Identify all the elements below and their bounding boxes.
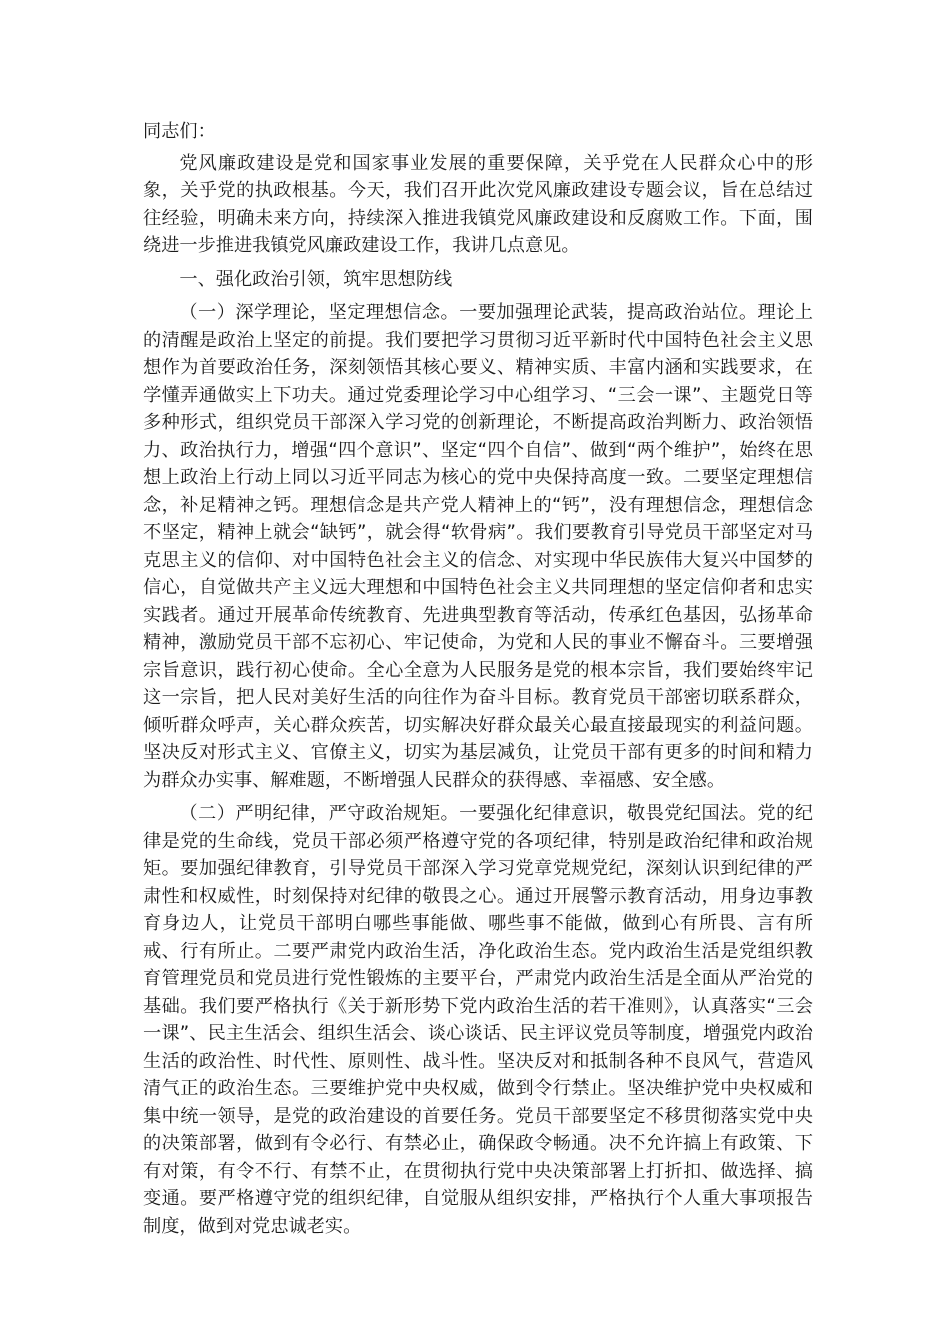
document-page — [143, 118, 813, 1246]
section-heading: 一、强化政治引领，筑牢思想防线 — [179, 268, 453, 290]
body-paragraph: （一）深学理论，坚定理想信念。一要加强理论武装，提高政治站位。理论上的清醒是政治上坚定的前提。我们要把学习贯彻习近平新时代中国特色社会主义思想作为首要政治任务，深刻领悟其核心要义、精神实质、丰富内涵和实践要求，在学懂弄通做实上下功夫。通过党委理论学习中心组学习、“三会一课”、主题党日等多种形式，组织党员干部深入学习党的创新理论，不断提高政治判断力、政治领悟力、政治执行力，增强“四个意识”、坚定“四个自信”、做到“两个维护”，始终在思想上政治上行动上同以习近平同志为核心的党中央保持高度一致。二要坚定理想信念，补足精神之钙。理想信念是共产党人精神上的“钙”，没有理想信念，理想信念不坚定，精神上就会“缺钙”，就会得“软骨病”。我们要教育引导党员干部坚定对马克思主义的信仰、对中国特色社会主义的信念、对实现中华民族伟大复兴中国梦的信心，自觉做共产主义远大理想和中国特色社会主义共同理想的坚定信仰者和忠实实践者。通过开展革命传统教育、先进典型教育等活动，传承红色基因，弘扬革命精神，激励党员干部不忘初心、牢记使命，为党和人民的事业不懈奋斗。三要增强宗旨意识，践行初心使命。全心全意为人民服务是党的根本宗旨，我们要始终牢记这一宗旨，把人民对美好生活的向往作为奋斗目标。教育党员干部密切联系群众，倾听群众呼声，关心群众疾苦，切实解决好群众最关心最直接最现实的利益问题。坚决反对形式主义、官僚主义，切实为基层减负，让党员干部有更多的时间和精力为群众办实事、解难题，不断增强人民群众的获得感、幸福感、安全感。 — [143, 302, 813, 791]
intro-paragraph: 党风廉政建设是党和国家事业发展的重要保障，关乎党在人民群众心中的形象，关乎党的执政根基。今天，我们召开此次党风廉政建设专题会议，旨在总结过往经验，明确未来方向，持续深入推进我镇党风廉政建设和反腐败工作。下面，围绕进一步推进我镇党风廉政建设工作，我讲几点意见。 — [143, 152, 813, 256]
greeting: 同志们： — [143, 121, 216, 142]
body-paragraph: （二）严明纪律，严守政治规矩。一要强化纪律意识，敬畏党纪国法。党的纪律是党的生命线，党员干部必须严格遵守党的各项纪律，特别是政治纪律和政治规矩。要加强纪律教育，引导党员干部深入学习党章党规党纪，深刻认识到纪律的严肃性和权威性，时刻保持对纪律的敬畏之心。通过开展警示教育活动，用身边事教育身边人，让党员干部明白哪些事能做、哪些事不能做，做到心有所畏、言有所戒、行有所止。二要严肃党内政治生活，净化政治生态。党内政治生活是党组织教育管理党员和党员进行党性锻炼的主要平台，严肃党内政治生活是全面从严治党的基础。我们要严格执行《关于新形势下党内政治生活的若干准则》，认真落实“三会一课”、民主生活会、组织生活会、谈心谈话、民主评议党员等制度，增强党内政治生活的政治性、时代性、原则性、战斗性。坚决反对和抵制各种不良风气，营造风清气正的政治生态。三要维护党中央权威，做到令行禁止。坚决维护党中央权威和集中统一领导，是党的政治建设的首要任务。党员干部要坚定不移贯彻落实党中央的决策部署，做到有令必行、有禁必止，确保政令畅通。决不允许搞上有政策、下有对策，有令不行、有禁不止，在贯彻执行党中央决策部署上打折扣、做选择、搞变通。要严格遵守党的组织纪律，自觉服从组织安排，严格执行个人重大事项报告制度，做到对党忠诚老实。 — [143, 803, 813, 1237]
